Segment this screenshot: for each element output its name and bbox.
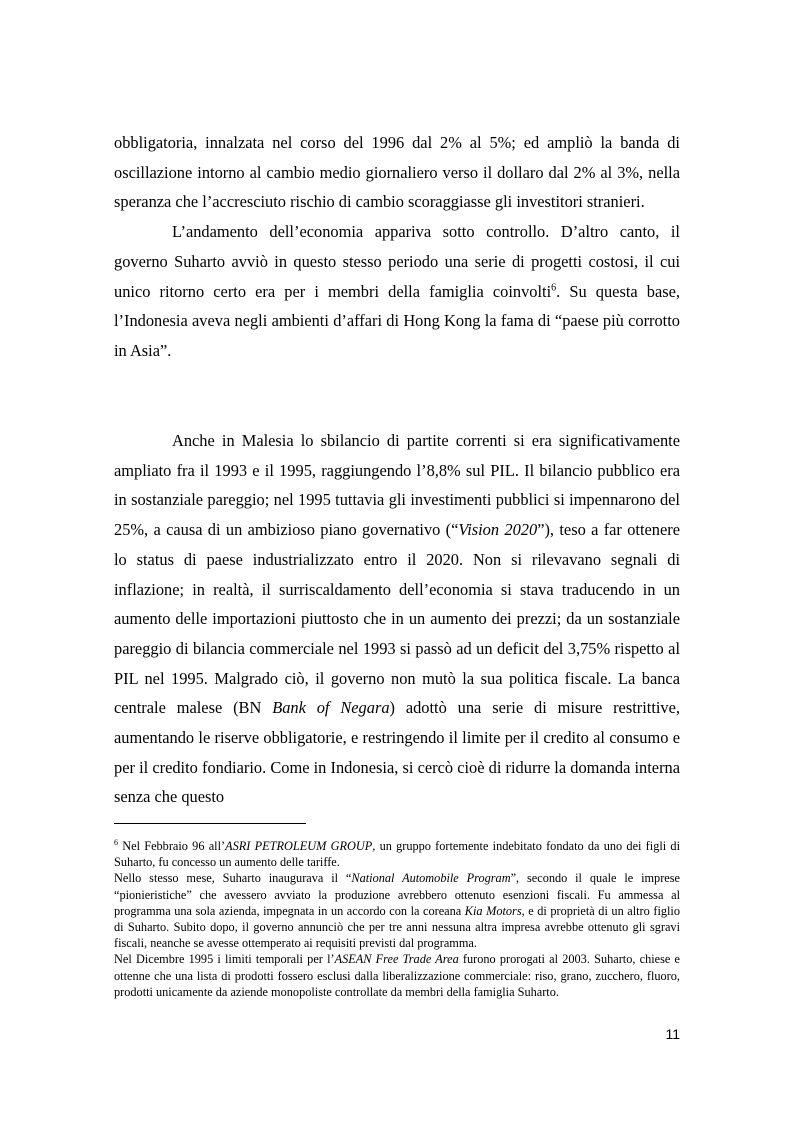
footnotes <box>114 838 680 1000</box>
body-text-upper <box>114 128 680 366</box>
italic-kia-motors: Kia Motors <box>464 903 522 918</box>
paragraph-governo-suharto <box>114 217 680 366</box>
page-number: 11 <box>665 1026 680 1042</box>
paragraph-text: ) adottò una serie di misure restrittive, aumentando le riserve obbligatorie, e restringendo il limite per il credito al consumo e per il credito fondiario. Come in Indonesia, si cercò cioè di ridurre la domanda interna senza che questo <box>114 698 680 807</box>
italic-asri-petroleum: ASRI PETROLEUM GROUP <box>225 839 373 853</box>
paragraph-text: obbligatoria, innalzata nel corso del 1996 dal 2% al 5%; ed ampliò la banda di oscillazione intorno al cambio medio giornaliero verso il dollaro dal 2% al 3%, nella speranza che l’accresciuto rischio di cambio scoraggiasse gli investitori stranieri. <box>114 133 680 212</box>
italic-asean-free-trade-area: ASEAN Free Trade Area <box>334 952 459 967</box>
paragraph-text: . Su questa base, l’Indonesia aveva negli ambienti d’affari di Hong Kong la fama di “paese più corrotto in Asia”. <box>114 281 681 360</box>
paragraph-malesia <box>114 426 680 812</box>
italic-national-automobile-program: National Automobile Program <box>351 871 511 886</box>
body-text-lower <box>114 426 680 812</box>
footnote-text: ”, secondo il quale le imprese “pionieristiche” che avessero avviato la produzione avrebbero ottenuto esenzioni fiscali. Fu ammessa al programma una sola azienda, impegnata in un accordo con la coreana <box>114 871 680 918</box>
footnote-reference[interactable]: 6 <box>551 282 557 294</box>
footnote-text: furono prorogati al 2003. Suharto, chiese e ottenne che una lista di prodotti fossero esclusi dalla liberalizzazione commerciale: riso, grano, zucchero, fluoro, prodotti unicamente da aziende monopoliste controllate da membri della famiglia Suharto. <box>114 952 680 999</box>
footnote-text: Nel Dicembre 1995 i limiti temporali per l’ <box>114 952 335 967</box>
italic-bank-of-negara: Bank of Negara <box>272 698 390 718</box>
italic-vision-2020: Vision 2020 <box>458 520 538 540</box>
footnote-text: , e di proprietà di un altro figlio di Suharto. Subito dopo, il governo annunciò che per tre anni nessuna altra impresa avrebbe ottenuto gli sgravi fiscali, neanche se avesse ottemperato ai requisiti previsti dal programma. <box>114 903 680 951</box>
footnote-text: Nello stesso mese, Suharto inaugurava il “ <box>114 871 352 886</box>
footnote-6-paragraph-1 <box>114 838 680 870</box>
footnote-text: Nel Febbraio 96 all’ <box>118 839 226 853</box>
footnote-text: , un gruppo fortemente indebitato fondato da uno dei figli di Suharto, fu concesso un aumento delle tariffe. <box>114 839 680 870</box>
paragraph-text: L’andamento dell’economia appariva sotto controllo. D’altro canto, il governo Suharto avviò in questo stesso periodo una serie di progetti costosi, il cui unico ritorno certo era per i membri della famiglia coinvolti <box>114 222 680 301</box>
footnote-separator <box>114 823 306 824</box>
footnote-6-paragraph-2 <box>114 870 680 951</box>
paragraph-banca-centrale-indonesia <box>114 128 680 217</box>
paragraph-text: ”), teso a far ottenere lo status di paese industrializzato entro il 2020. Non si rilevavano segnali di inflazione; in realtà, il surriscaldamento dell’economia si stava traducendo in un aumento delle importazioni piuttosto che in un aumento dei prezzi; da un sostanziale pareggio di bilancia commerciale nel 1993 si passò ad un deficit del 3,75% rispetto al PIL nel 1995. Malgrado ciò, il governo non mutò la sua politica fiscale. La banca centrale malese (BN <box>114 520 681 718</box>
footnote-6-paragraph-3 <box>114 951 680 1000</box>
paragraph-text: Anche in Malesia lo sbilancio di partite correnti si era significativamente ampliato fra il 1993 e il 1995, raggiungendo l’8,8% sul PIL. Il bilancio pubblico era in sostanziale pareggio; nel 1995 tuttavia gli investimenti pubblici si impennarono del 25%, a causa di un ambizioso piano governativo (“ <box>114 431 680 540</box>
footnote-mark: 6 <box>114 837 118 847</box>
